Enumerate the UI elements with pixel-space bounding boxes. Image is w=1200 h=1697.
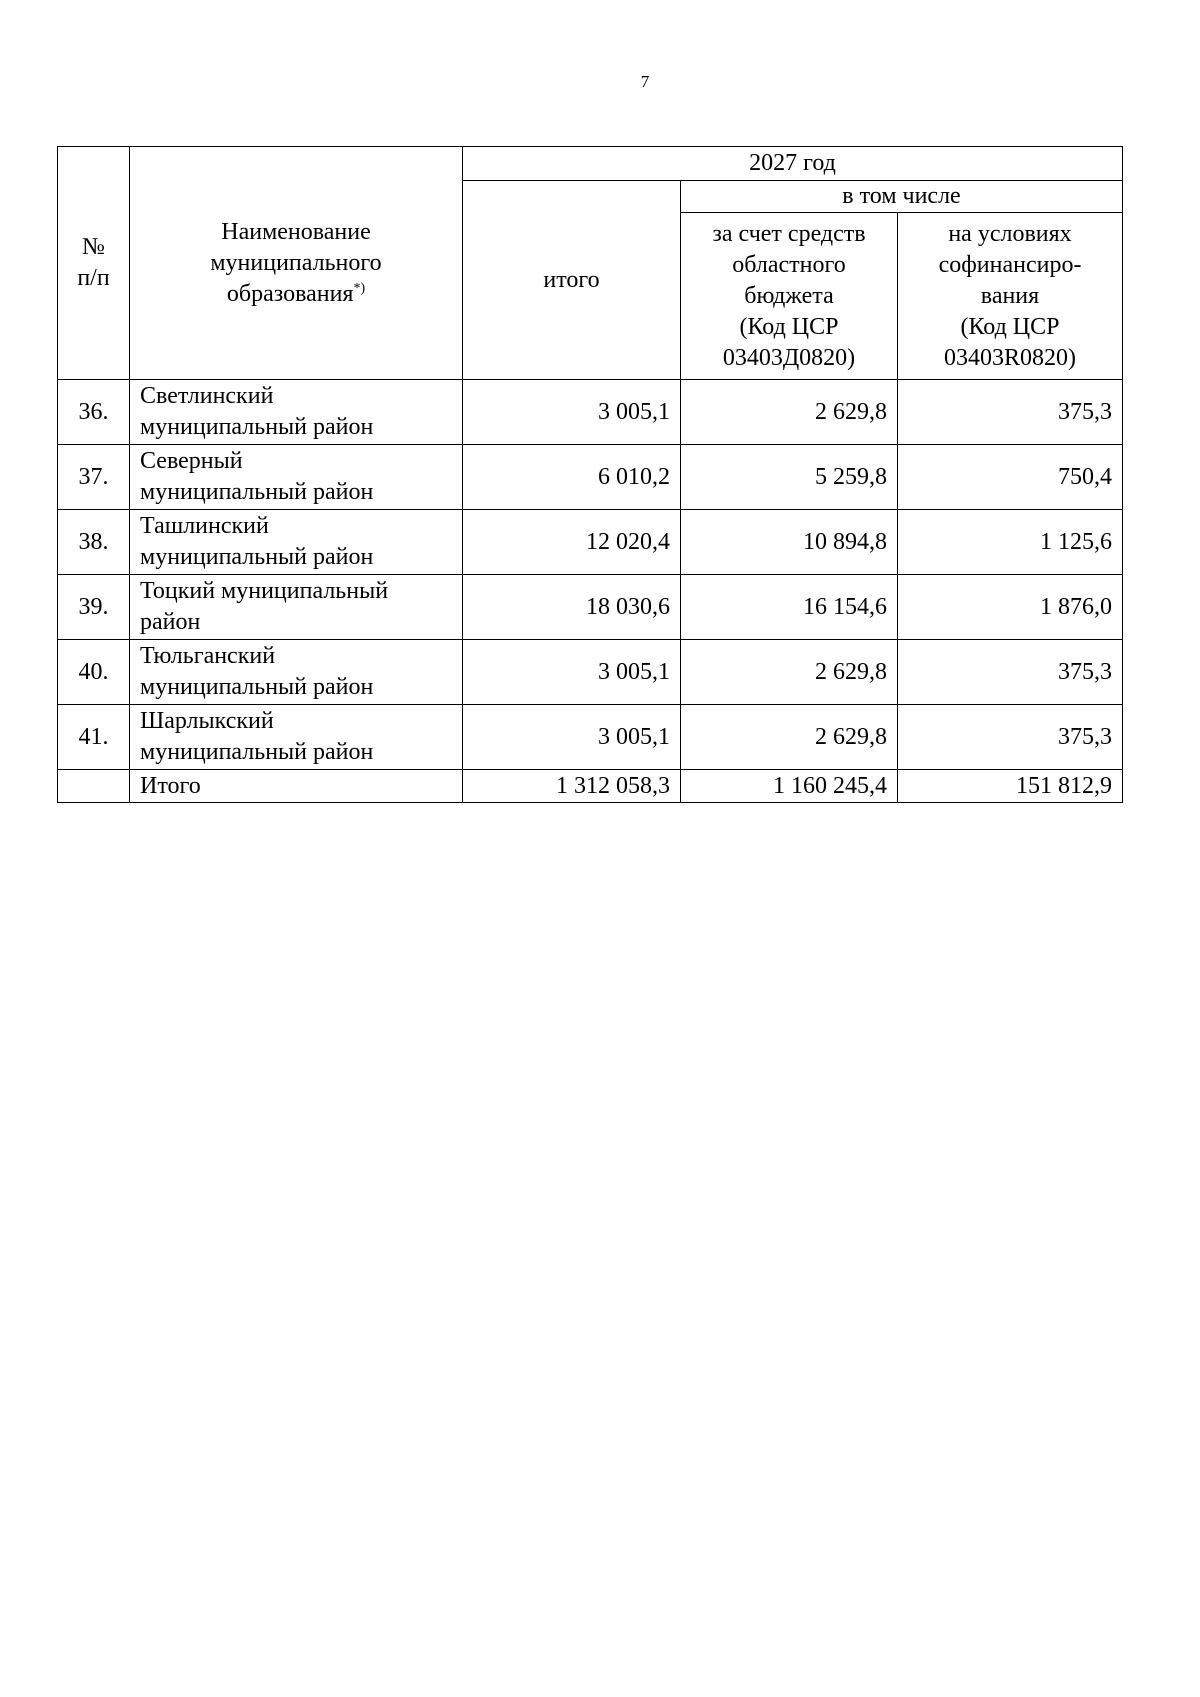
total-value: 3 005,1	[463, 705, 681, 770]
cofinancing-value: 750,4	[898, 445, 1123, 510]
municipality-name: Тоцкий муниципальный район	[130, 575, 463, 640]
regional-budget-value: 2 629,8	[681, 380, 898, 445]
regional-budget-value: 16 154,6	[681, 575, 898, 640]
municipality-name: Светлинский муниципальный район	[130, 380, 463, 445]
total-value: 6 010,2	[463, 445, 681, 510]
table-row	[58, 380, 1123, 445]
grand-regional-budget-value: 1 160 245,4	[681, 770, 898, 803]
table-row	[58, 445, 1123, 510]
municipality-name: Тюльганский муниципальный район	[130, 640, 463, 705]
header-year: 2027 год	[463, 147, 1123, 181]
row-number: 40.	[58, 640, 130, 705]
header-regional-budget: за счет средств областного бюджета (Код ЦСР 03403Д0820)	[681, 213, 898, 380]
municipality-name: Шарлыкский муниципальный район	[130, 705, 463, 770]
table-row	[58, 510, 1123, 575]
cofinancing-value: 375,3	[898, 640, 1123, 705]
header-municipality-label: Наименование муниципального образования	[210, 218, 382, 307]
regional-budget-value: 2 629,8	[681, 640, 898, 705]
table-body	[58, 380, 1123, 803]
regional-budget-value: 2 629,8	[681, 705, 898, 770]
municipality-name: Северный муниципальный район	[130, 445, 463, 510]
header-total: итого	[463, 181, 681, 380]
cofinancing-value: 1 125,6	[898, 510, 1123, 575]
header-cofinancing: на условиях софинансиро- вания (Код ЦСР 03403R0820)	[898, 213, 1123, 380]
table-header	[58, 147, 1123, 380]
header-including: в том числе	[681, 181, 1123, 213]
table-row	[58, 575, 1123, 640]
grand-total-value: 1 312 058,3	[463, 770, 681, 803]
total-row-label: Итого	[130, 770, 463, 803]
page-number: 7	[640, 72, 650, 91]
grand-cofinancing-value: 151 812,9	[898, 770, 1123, 803]
row-number: 36.	[58, 380, 130, 445]
row-number: 39.	[58, 575, 130, 640]
total-value: 3 005,1	[463, 640, 681, 705]
row-number: 41.	[58, 705, 130, 770]
regional-budget-value: 10 894,8	[681, 510, 898, 575]
cofinancing-value: 375,3	[898, 380, 1123, 445]
table-row	[58, 640, 1123, 705]
footnote-mark: *)	[353, 280, 366, 296]
total-row-number-cell	[58, 770, 130, 803]
total-row	[58, 770, 1123, 803]
header-number: № п/п	[58, 147, 130, 380]
header-municipality	[130, 147, 463, 380]
total-value: 3 005,1	[463, 380, 681, 445]
table-row	[58, 705, 1123, 770]
total-value: 12 020,4	[463, 510, 681, 575]
municipality-name: Ташлинский муниципальный район	[130, 510, 463, 575]
budget-table	[57, 146, 1123, 803]
row-number: 37.	[58, 445, 130, 510]
cofinancing-value: 1 876,0	[898, 575, 1123, 640]
cofinancing-value: 375,3	[898, 705, 1123, 770]
total-value: 18 030,6	[463, 575, 681, 640]
row-number: 38.	[58, 510, 130, 575]
regional-budget-value: 5 259,8	[681, 445, 898, 510]
